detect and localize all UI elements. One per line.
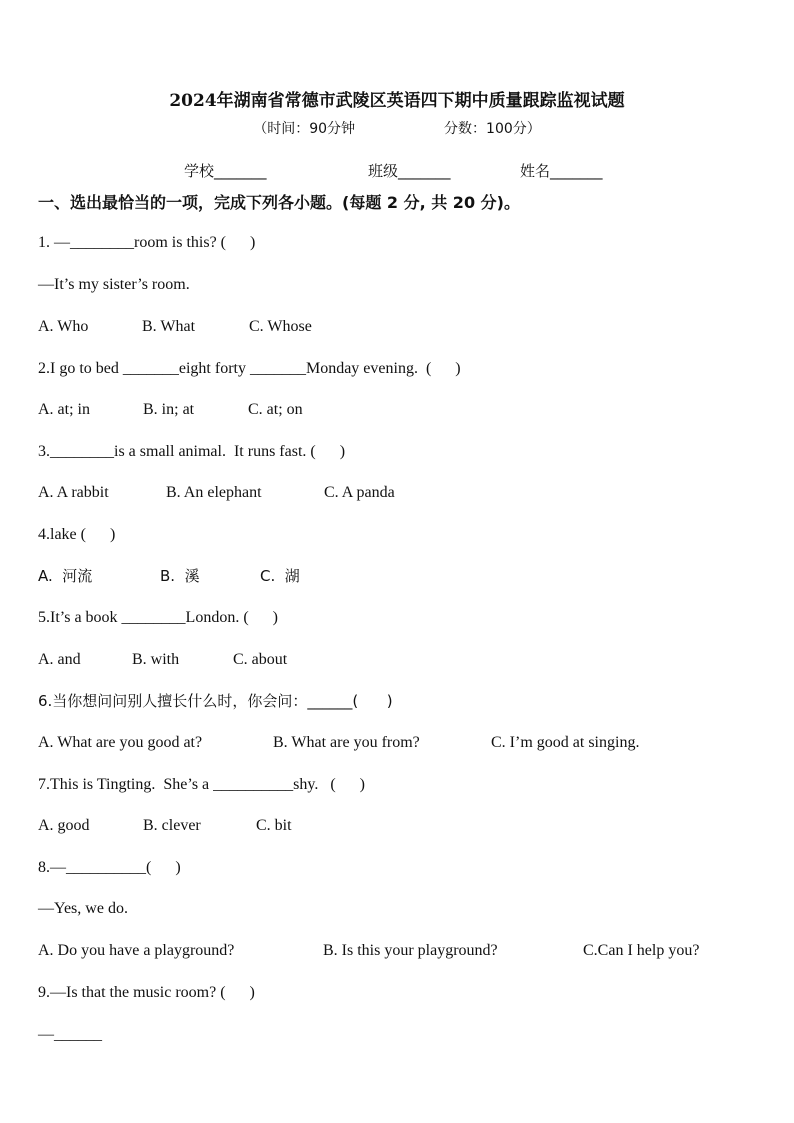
q7-option-b: B. clever bbox=[143, 817, 201, 834]
q4-option-c: C. 湖 bbox=[260, 567, 300, 585]
q2-option-c: C. at; on bbox=[248, 401, 303, 418]
q3-option-b: B. An elephant bbox=[166, 484, 262, 501]
q2-option-b: B. in; at bbox=[143, 401, 195, 418]
section-heading: 一、选出最恰当的一项，完成下列各小题。(每题 2 分, 共 20 分)。 bbox=[38, 193, 520, 212]
question-7: 7.This is Tingting. She’s a __________shy. ( ) bbox=[38, 776, 365, 793]
q4-option-b: B. 溪 bbox=[160, 567, 200, 585]
question-1: 1. —________room is this? ( ) bbox=[38, 234, 256, 251]
q6-option-c: C. I’m good at singing. bbox=[491, 734, 640, 751]
time-limit: （时间：90分钟 bbox=[253, 121, 356, 137]
q1-option-b: B. What bbox=[142, 318, 196, 335]
q8-option-b: B. Is this your playground? bbox=[323, 942, 498, 959]
question-1-reply: —It’s my sister’s room. bbox=[38, 276, 190, 293]
q3-option-a: A. A rabbit bbox=[38, 484, 109, 501]
q6-option-a: A. What are you good at? bbox=[38, 734, 203, 751]
question-8-reply: —Yes, we do. bbox=[38, 900, 128, 917]
q6-option-b: B. What are you from? bbox=[273, 734, 420, 751]
q5-option-c: C. about bbox=[233, 651, 288, 668]
q3-option-c: C. A panda bbox=[324, 484, 395, 501]
q5-option-b: B. with bbox=[132, 651, 180, 668]
question-9: 9.—Is that the music room? ( ) bbox=[38, 984, 255, 1001]
question-8: 8.—__________( ) bbox=[38, 859, 181, 876]
question-2: 2.I go to bed _______eight forty _______Monday evening. ( ) bbox=[38, 360, 461, 377]
question-3: 3.________is a small animal. It runs fast. ( ) bbox=[38, 443, 346, 460]
question-9-reply: —______ bbox=[38, 1026, 102, 1043]
q1-option-c: C. Whose bbox=[249, 318, 312, 335]
question-4: 4.lake ( ) bbox=[38, 526, 116, 543]
q4-option-a: A. 河流 bbox=[38, 567, 93, 585]
total-score: 分数：100分） bbox=[444, 121, 541, 137]
q5-option-a: A. and bbox=[38, 651, 81, 668]
question-6: 6.当你想问问别人擅长什么时，你会问：______( ) bbox=[38, 692, 393, 710]
question-5: 5.It’s a book ________London. ( ) bbox=[38, 609, 278, 626]
q7-option-c: C. bit bbox=[256, 817, 292, 834]
q2-option-a: A. at; in bbox=[38, 401, 90, 418]
exam-title: 2024年湖南省常德市武陵区英语四下期中质量跟踪监视试题 bbox=[169, 91, 625, 111]
q8-option-a: A. Do you have a playground? bbox=[38, 942, 235, 959]
class-field: 班级_______ bbox=[368, 162, 451, 180]
exam-subtitle bbox=[0, 118, 794, 138]
name-field: 姓名_______ bbox=[520, 162, 603, 180]
q7-option-a: A. good bbox=[38, 817, 90, 834]
q8-option-c: C.Can I help you? bbox=[583, 942, 700, 959]
q1-option-a: A. Who bbox=[38, 318, 89, 335]
school-field: 学校_______ bbox=[184, 162, 267, 180]
